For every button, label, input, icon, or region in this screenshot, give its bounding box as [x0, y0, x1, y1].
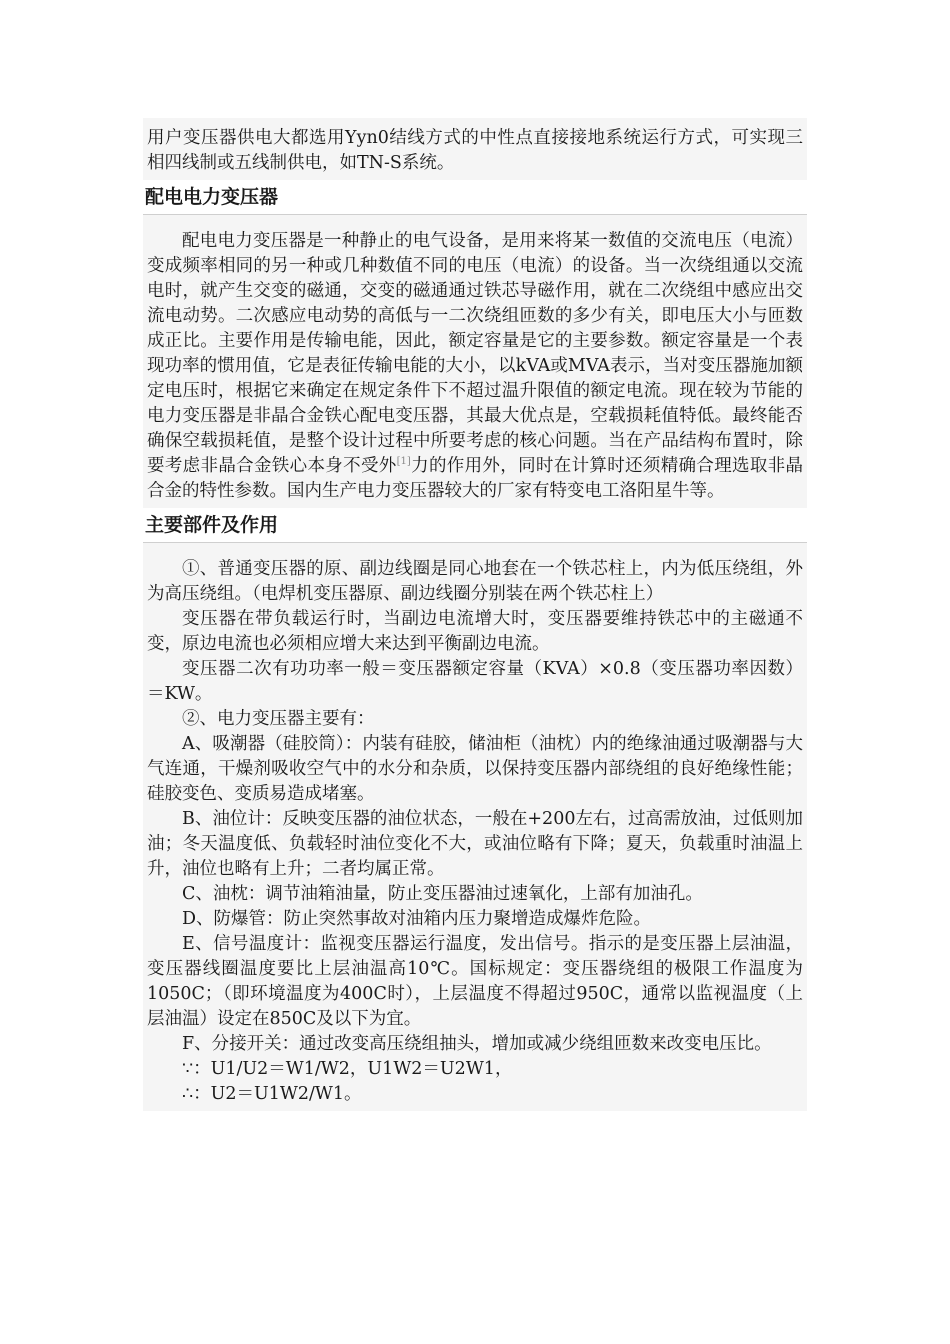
section-heading-distribution-transformer: 配电电力变压器 — [143, 180, 807, 215]
component-paragraph: C、油枕：调节油箱油量，防止变压器油过速氧化，上部有加油孔。 — [182, 884, 703, 904]
reference-link[interactable]: [1] — [396, 456, 411, 468]
component-paragraph: 变压器在带负载运行时，当副边电流增大时，变压器要维持铁芯中的主磁通不变，原边电流也必须相应增大来达到平衡副边电流。 — [147, 609, 803, 654]
document-page — [143, 118, 807, 1111]
component-paragraph: ①、普通变压器的原、副边线圈是同心地套在一个铁芯柱上，内为低压绕组，外为高压绕组。（电焊机变压器原、副边线圈分别装在两个铁芯柱上） — [147, 559, 803, 604]
section-heading-main-components: 主要部件及作用 — [143, 508, 807, 543]
section2-body — [143, 543, 807, 1111]
component-paragraph: F、分接开关：通过改变高压绕组抽头，增加或减少绕组匝数来改变电压比。 — [182, 1034, 772, 1054]
component-paragraph: 变压器二次有功功率一般＝变压器额定容量（KVA）×0.8（变压器功率因数）＝KW。 — [147, 659, 803, 704]
section1-body — [143, 215, 807, 508]
component-paragraph: A、吸潮器（硅胶筒）：内装有硅胶，储油柜（油枕）内的绝缘油通过吸潮器与大气连通，干燥剂吸收空气中的水分和杂质，以保持变压器内部绕组的良好绝缘性能；硅胶变色、变质易造成堵塞。 — [147, 734, 803, 804]
intro-block — [143, 118, 807, 180]
component-paragraph: E、信号温度计：监视变压器运行温度，发出信号。指示的是变压器上层油温，变压器线圈温度要比上层油温高10℃。国标规定：变压器绕组的极限工作温度为1050C；（即环境温度为400C时），上层温度不得超过950C，通常以监视温度（上层油温）设定在850C及以下为宜。 — [147, 934, 803, 1029]
component-paragraph: D、防爆管：防止突然事故对油箱内压力聚增造成爆炸危险。 — [182, 909, 652, 929]
formula-line: ∵：U1/U2＝W1/W2，U1W2＝U2W1， — [182, 1059, 513, 1079]
section1-text-part1: 配电电力变压器是一种静止的电气设备，是用来将某一数值的交流电压（电流）变成频率相同的另一种或几种数值不同的电压（电流）的设备。当一次绕组通以交流电时，就产生交变的磁通，交变的磁通通过铁芯导磁作用，就在二次绕组中感应出交流电动势。二次感应电动势的高低与一二次绕组匝数的多少有关，即电压大小与匝数成正比。主要作用是传输电能，因此，额定容量是它的主要参数。额定容量是一个表现功率的惯用值，它是表征传输电能的大小，以kVA或MVA表示，当对变压器施加额定电压时，根据它来确定在规定条件下不超过温升限值的额定电流。现在较为节能的电力变压器是非晶合金铁心配电变压器，其最大优点是，空载损耗值特低。最终能否确保空载损耗值，是整个设计过程中所要考虑的核心问题。当在产品结构布置时，除要考虑非晶合金铁心本身不受外 — [147, 231, 803, 476]
formula-line: ∴：U2＝U1W2/W1。 — [182, 1084, 362, 1104]
component-paragraph: ②、电力变压器主要有： — [182, 709, 375, 729]
section1-paragraph — [147, 229, 803, 504]
component-paragraph: B、油位计：反映变压器的油位状态，一般在+200左右，过高需放油，过低则加油；冬天温度低、负载轻时油位变化不大，或油位略有下降；夏天，负载重时油温上升，油位也略有上升；二者均属正常。 — [147, 809, 803, 879]
intro-paragraph: 用户变压器供电大都选用Yyn0结线方式的中性点直接接地系统运行方式，可实现三相四线制或五线制供电，如TN-S系统。 — [147, 128, 803, 173]
section1-text-part2: 力的作用外，同时在计算时还须精确合理选取非晶合金的特性参数。国内生产电力变压器较大的厂家有特变电工洛阳星牛等。 — [147, 456, 804, 501]
